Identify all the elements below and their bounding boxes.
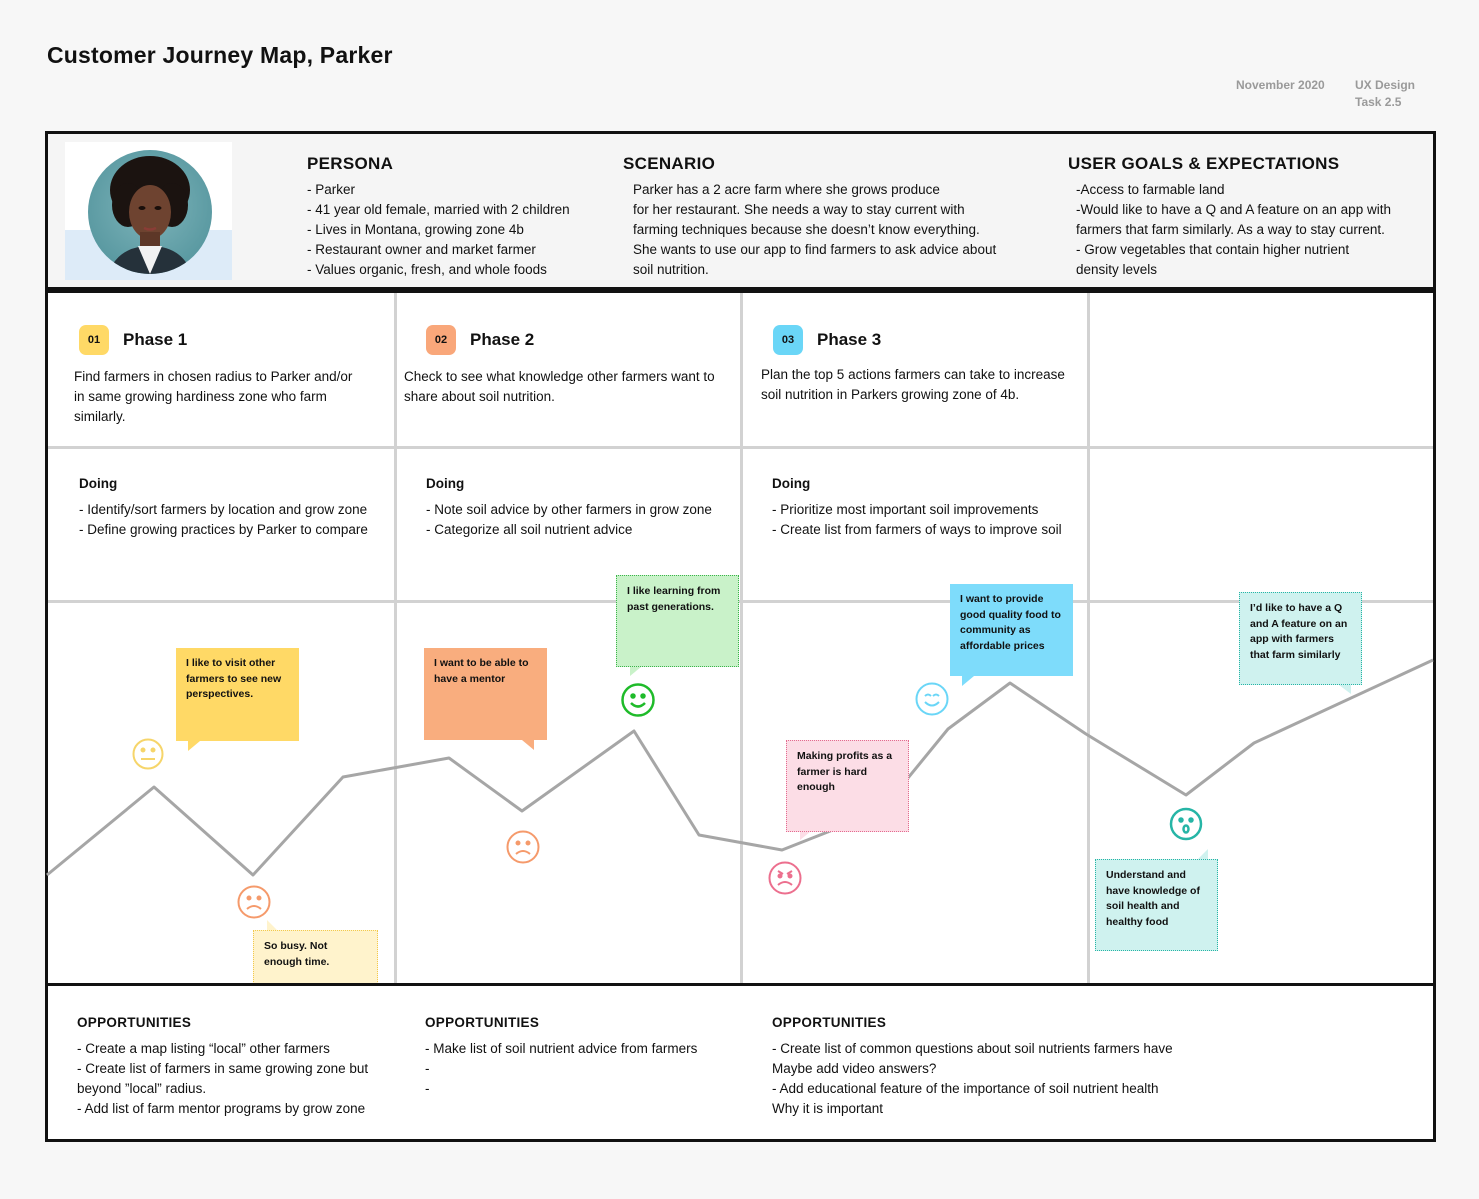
note-tail — [1339, 685, 1351, 694]
doing-item: - Identify/sort farmers by location and grow zone — [79, 502, 368, 517]
persona-item: - Values organic, fresh, and whole foods — [307, 262, 547, 277]
doing-title: Doing — [772, 476, 811, 491]
phase-1-label: Phase 1 — [123, 330, 188, 349]
persona-item: - Restaurant owner and market farmer — [307, 242, 536, 257]
quote-note: I’d like to have a Q and A feature on an app with farmers that farm similarly — [1239, 592, 1362, 685]
description-line: in same growing hardiness zone who farm — [74, 389, 327, 404]
scenario-line: She wants to use our app to find farmers to ask advice about — [633, 242, 997, 257]
scenario-line: Parker has a 2 acre farm where she grows produce — [633, 182, 940, 197]
opportunity-item: beyond ”local” radius. — [77, 1081, 207, 1096]
opportunity-item: - Create a map listing “local” other farmers — [77, 1041, 330, 1056]
phase-3-badge: 03 — [773, 325, 803, 355]
scenario-title: SCENARIO — [623, 154, 716, 173]
opportunity-item: - — [425, 1061, 430, 1076]
page-title: Customer Journey Map, Parker — [47, 42, 393, 68]
opportunities-title: OPPORTUNITIES — [772, 1015, 887, 1030]
opportunity-item: Why it is important — [772, 1101, 884, 1116]
description-line: share about soil nutrition. — [404, 389, 555, 404]
goals-title: USER GOALS & EXPECTATIONS — [1068, 154, 1340, 173]
doing-title: Doing — [79, 476, 118, 491]
phase-2-label: Phase 2 — [470, 330, 535, 349]
opportunities-title: OPPORTUNITIES — [425, 1015, 540, 1030]
phase-3-opportunities — [772, 1015, 1173, 1119]
opportunities-row — [45, 983, 1436, 1142]
quote-note: I want to be able to have a mentor — [424, 648, 547, 740]
doing-item: - Create list from farmers of ways to improve soil — [772, 522, 1062, 537]
description-line: soil nutrition in Parkers growing zone of 4b. — [761, 387, 1020, 402]
quote-note: I want to provide good quality food to community as affordable prices — [950, 584, 1073, 676]
description-line: Find farmers in chosen radius to Parker and/or — [74, 369, 353, 384]
quote-note: I like to visit other farmers to see new perspectives. — [176, 648, 299, 741]
sad-face-icon — [508, 832, 539, 863]
goals-line: -Would like to have a Q and A feature on an app with — [1076, 202, 1391, 217]
opportunity-item: - — [425, 1081, 430, 1096]
goals-line: - Grow vegetables that contain higher nutrient — [1076, 242, 1350, 257]
quote-note: Understand and have knowledge of soil health and healthy food — [1095, 859, 1218, 951]
course-name: UX Design — [1355, 78, 1416, 92]
happy-face-icon — [623, 685, 654, 716]
date-label: November 2020 — [1236, 78, 1325, 92]
description-line: similarly. — [74, 409, 126, 424]
note-tail — [962, 676, 974, 686]
phase-1-opportunities — [77, 1015, 368, 1119]
goals-line: density levels — [1076, 262, 1158, 277]
scenario-line: farming techniques because she doesn’t know everything. — [633, 222, 980, 237]
description-line: Plan the top 5 actions farmers can take to increase — [761, 367, 1065, 382]
phase-1-badge: 01 — [79, 325, 109, 355]
persona-item: - 41 year old female, married with 2 children — [307, 202, 570, 217]
phase-2-badge: 02 — [426, 325, 456, 355]
note-tail — [800, 832, 810, 840]
quote-note: So busy. Not enough time. — [253, 930, 378, 1024]
goals-line: farmers that farm similarly. As a way to stay current. — [1076, 222, 1385, 237]
phase-2-opportunities — [425, 1015, 697, 1099]
surprised-face-icon — [1171, 809, 1201, 839]
note-tail — [267, 920, 277, 930]
note-tail — [630, 667, 641, 676]
doing-item: - Define growing practices by Parker to compare — [79, 522, 368, 537]
doing-title: Doing — [426, 476, 465, 491]
scenario-line: for her restaurant. She needs a way to stay current with — [633, 202, 965, 217]
opportunity-item: - Add list of farm mentor programs by grow zone — [77, 1101, 366, 1116]
persona-item: - Parker — [307, 182, 356, 197]
opportunity-item: - Create list of common questions about soil nutrients farmers have — [772, 1041, 1173, 1056]
happy-face-icon — [917, 684, 948, 715]
opportunities-title: OPPORTUNITIES — [77, 1015, 192, 1030]
doing-item: - Categorize all soil nutrient advice — [426, 522, 633, 537]
quote-note: I like learning from past generations. — [616, 575, 739, 667]
quote-note: Making profits as a farmer is hard enough — [786, 740, 909, 832]
sad-face-icon — [239, 887, 270, 918]
persona-title: PERSONA — [307, 154, 394, 173]
note-tail — [1198, 849, 1208, 859]
note-tail — [188, 741, 200, 751]
neutral-face-icon — [134, 740, 163, 769]
phase-3-label: Phase 3 — [817, 330, 882, 349]
opportunity-item: - Create list of farmers in same growing zone but — [77, 1061, 369, 1076]
goals-line: -Access to farmable land — [1076, 182, 1225, 197]
opportunity-item: Maybe add video answers? — [772, 1061, 937, 1076]
opportunity-item: - Make list of soil nutrient advice from farmers — [425, 1041, 698, 1056]
opportunity-item: - Add educational feature of the importance of soil nutrient health — [772, 1081, 1159, 1096]
doing-item: - Note soil advice by other farmers in grow zone — [426, 502, 712, 517]
note-tail — [522, 740, 534, 750]
description-line: Check to see what knowledge other farmers want to — [404, 369, 715, 384]
persona-item: - Lives in Montana, growing zone 4b — [307, 222, 524, 237]
doing-item: - Prioritize most important soil improvements — [772, 502, 1039, 517]
scenario-line: soil nutrition. — [633, 262, 709, 277]
task-label: Task 2.5 — [1355, 95, 1402, 109]
angry-face-icon — [770, 863, 801, 894]
